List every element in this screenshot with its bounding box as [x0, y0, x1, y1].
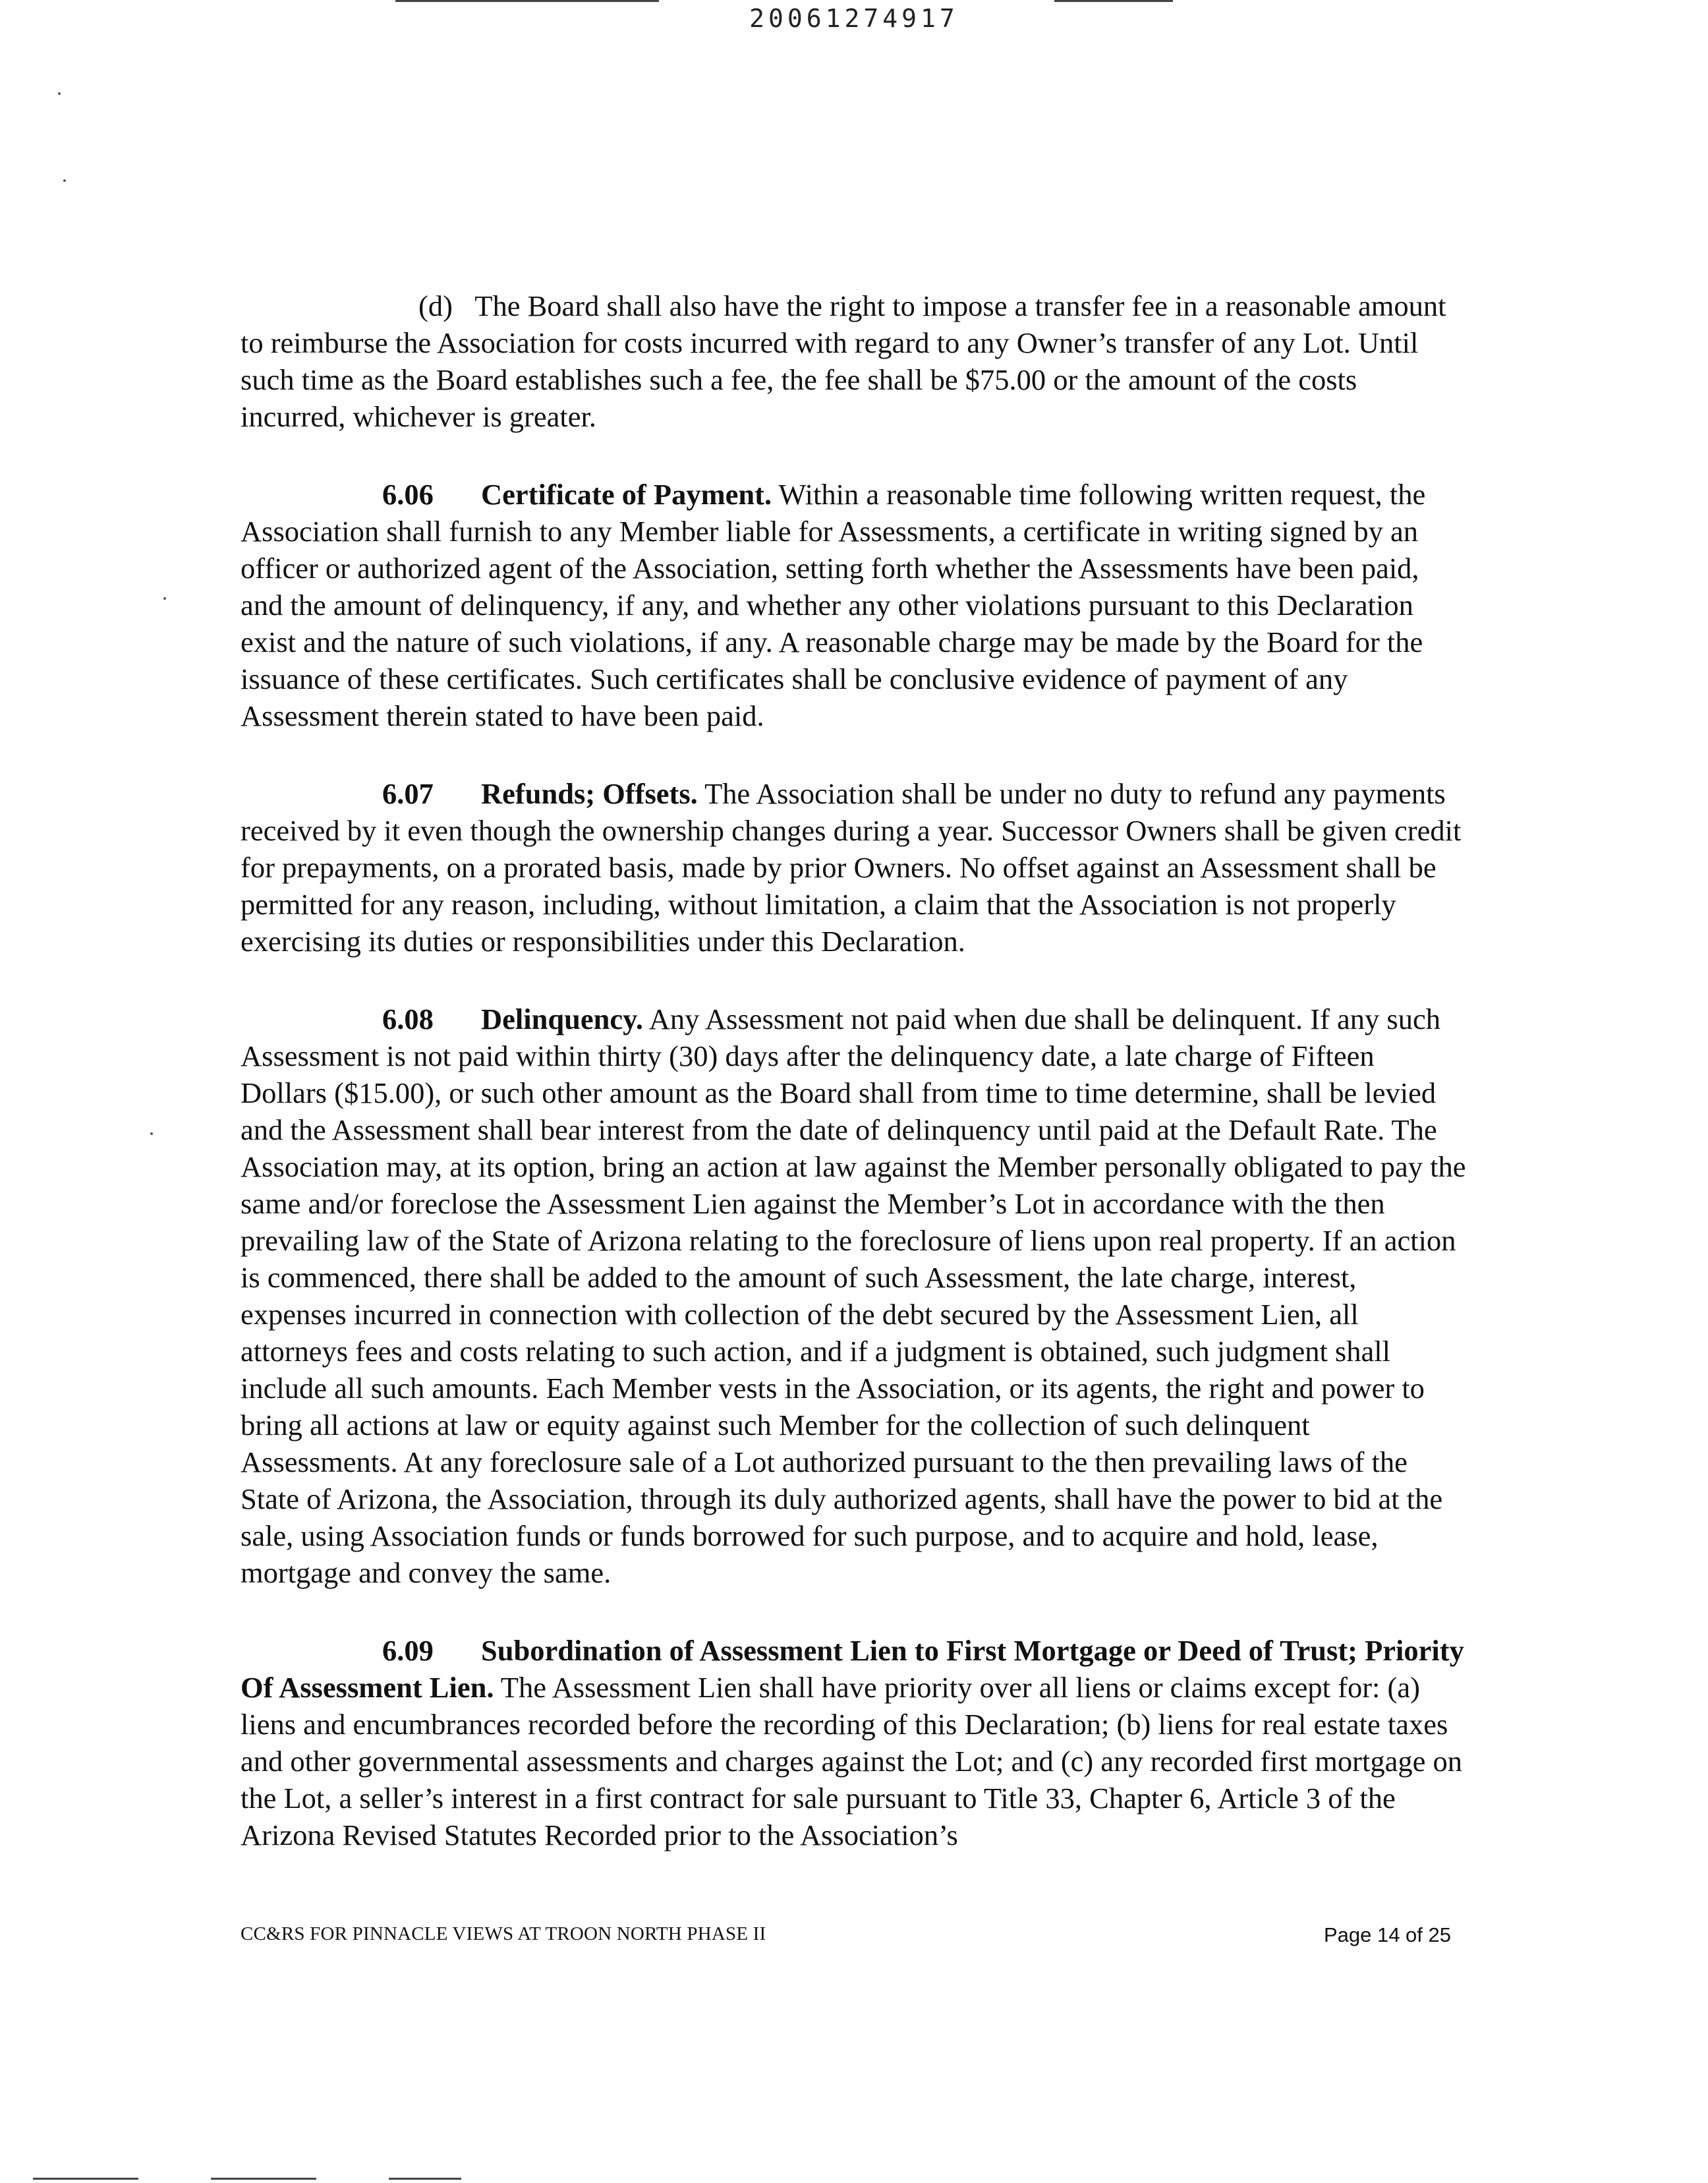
- scan-artifact-top: [395, 0, 659, 2]
- document-body: [241, 287, 1467, 1894]
- scan-speck: [150, 1132, 153, 1135]
- section-text: Any Assessment not paid when due shall be delinquent. If any such Assessment is not paid within thirty (30) days after the delinquency date, a late charge of Fifteen Dollars ($15.00), or such other amount as the Board shall from time to time determine, shall be levied and the Assessment shall bear interest from the date of delinquency until paid at the Default Rate. The Association may, at its option, bring an action at law against the Member personally obligated to pay the same and/or foreclose the Assessment Lien against the Member’s Lot in accordance with the then prevailing law of the State of Arizona relating to the foreclosure of liens upon real property. If an action is commenced, there shall be added to the amount of such Assessment, the late charge, interest, expenses incurred in connection with collection of the debt secured by the Assessment Lien, all attorneys fees and costs relating to such action, and if a judgment is obtained, such judgment shall include all such amounts. Each Member vests in the Association, or its agents, the right and power to bring all actions at law or equity against such Member for the collection of such delinquent Assessments. At any foreclosure sale of a Lot authorized pursuant to the then prevailing laws of the State of Arizona, the Association, through its duly authorized agents, shall have the power to bid at the sale, using Association funds or funds borrowed for such purpose, and to acquire and hold, lease, mortgage and convey the same.: [241, 1003, 1466, 1589]
- section-heading: Subordination of Assessment Lien to First Mortgage or Deed of Trust; Priority Of Assessment Lien.: [241, 1634, 1464, 1704]
- section-number: 6.06: [382, 478, 434, 511]
- section-number: 6.08: [382, 1003, 434, 1035]
- scan-artifact-bottom: [211, 2178, 316, 2180]
- scan-speck: [163, 597, 166, 600]
- section-heading: Delinquency.: [481, 1003, 644, 1035]
- scan-speck: [58, 92, 61, 95]
- recording-number: 20061274917: [749, 4, 959, 33]
- footer-document-title: CC&RS FOR PINNACLE VIEWS AT TROON NORTH PHASE II: [241, 1923, 766, 1944]
- section-text: Within a reasonable time following written request, the Association shall furnish to any Member liable for Assessments, a certificate in writing signed by an officer or authorized agent of the Association, setting forth whether the Assessments have been paid, and the amount of delinquency, if any, and whether any other violations pursuant to this Declaration exist and the nature of such violations, if any. A reasonable charge may be made by the Board for the issuance of these certificates. Such certificates shall be conclusive evidence of payment of any Assessment therein stated to have been paid.: [241, 478, 1426, 732]
- section-6-07: [241, 775, 1467, 960]
- section-6-08: [241, 1001, 1467, 1591]
- section-6-09: [241, 1632, 1467, 1853]
- section-number: 6.07: [382, 777, 434, 810]
- paragraph-d-label: (d): [418, 289, 453, 322]
- scan-artifact-top-right: [1054, 0, 1173, 2]
- footer-page-number: Page 14 of 25: [1323, 1923, 1451, 1946]
- scan-artifact-bottom: [389, 2178, 461, 2180]
- paragraph-d-text: The Board shall also have the right to impose a transfer fee in a reasonable amount to reimburse the Association for costs incurred with regard to any Owner’s transfer of any Lot. Until such time as the Board establishes such a fee, the fee shall be $75.00 or the amount of the costs incurred, whichever is greater.: [241, 289, 1446, 433]
- section-text: The Assessment Lien shall have priority over all liens or claims except for: (a) liens and encumbrances recorded before the recording of this Declaration; (b) liens for real estate taxes and other governmental assessments and charges against the Lot; and (c) any recorded first mortgage on the Lot, a seller’s interest in a first contract for sale pursuant to Title 33, Chapter 6, Article 3 of the Arizona Revised Statutes Recorded prior to the Association’s: [241, 1671, 1462, 1851]
- section-heading: Certificate of Payment.: [481, 478, 772, 511]
- section-6-06: [241, 476, 1467, 734]
- scan-artifact-bottom: [33, 2178, 138, 2180]
- section-text: The Association shall be under no duty to refund any payments received by it even though the ownership changes during a year. Successor Owners shall be given credit for prepayments, on a prorated basis, made by prior Owners. No offset against an Assessment shall be permitted for any reason, including, without limitation, a claim that the Association is not properly exercising its duties or responsibilities under this Declaration.: [241, 777, 1462, 958]
- section-heading: Refunds; Offsets.: [481, 777, 698, 810]
- section-number: 6.09: [382, 1634, 434, 1667]
- paragraph-d: [241, 287, 1467, 435]
- page-footer: [241, 1923, 1467, 1963]
- scan-speck: [63, 179, 66, 182]
